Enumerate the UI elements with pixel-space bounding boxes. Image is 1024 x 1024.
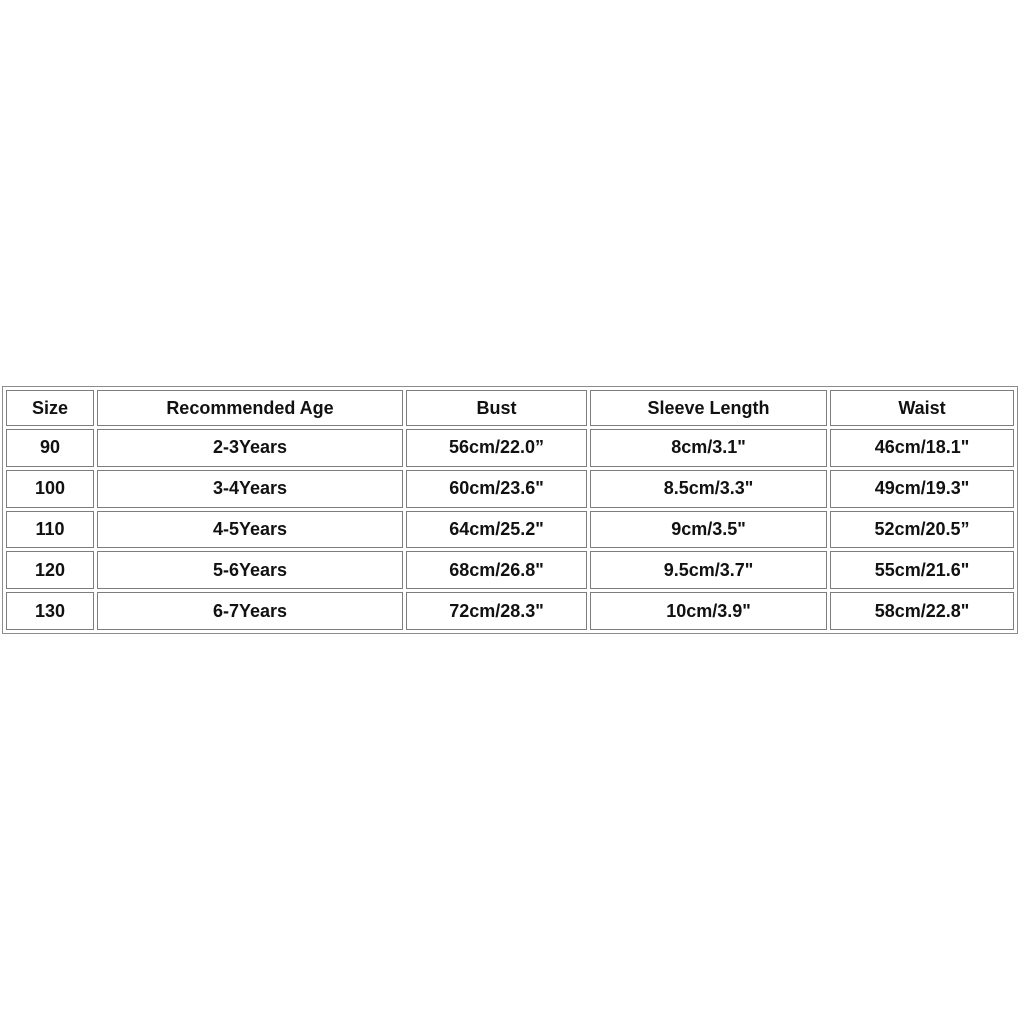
table-header-row [6,390,1014,426]
cell-size: 110 [6,511,94,549]
cell-sleeve-length: 9cm/3.5" [590,511,827,549]
header-sleeve-length: Sleeve Length [590,390,827,426]
header-recommended-age: Recommended Age [97,390,403,426]
cell-bust: 68cm/26.8" [406,551,587,589]
cell-waist: 46cm/18.1" [830,429,1014,467]
cell-age: 2-3Years [97,429,403,467]
table-row [6,429,1014,467]
cell-size: 90 [6,429,94,467]
cell-sleeve-length: 9.5cm/3.7" [590,551,827,589]
cell-sleeve-length: 10cm/3.9" [590,592,827,630]
table-row [6,511,1014,549]
table-row [6,470,1014,508]
cell-size: 120 [6,551,94,589]
header-waist: Waist [830,390,1014,426]
cell-age: 4-5Years [97,511,403,549]
cell-age: 5-6Years [97,551,403,589]
cell-size: 100 [6,470,94,508]
cell-bust: 72cm/28.3" [406,592,587,630]
header-bust: Bust [406,390,587,426]
cell-age: 6-7Years [97,592,403,630]
size-chart-table [2,386,1018,634]
cell-size: 130 [6,592,94,630]
cell-bust: 64cm/25.2" [406,511,587,549]
header-size: Size [6,390,94,426]
cell-sleeve-length: 8.5cm/3.3" [590,470,827,508]
cell-waist: 49cm/19.3" [830,470,1014,508]
table-row [6,551,1014,589]
cell-waist: 58cm/22.8" [830,592,1014,630]
table-row [6,592,1014,630]
cell-waist: 55cm/21.6" [830,551,1014,589]
cell-bust: 56cm/22.0” [406,429,587,467]
cell-waist: 52cm/20.5” [830,511,1014,549]
cell-sleeve-length: 8cm/3.1" [590,429,827,467]
cell-age: 3-4Years [97,470,403,508]
cell-bust: 60cm/23.6" [406,470,587,508]
